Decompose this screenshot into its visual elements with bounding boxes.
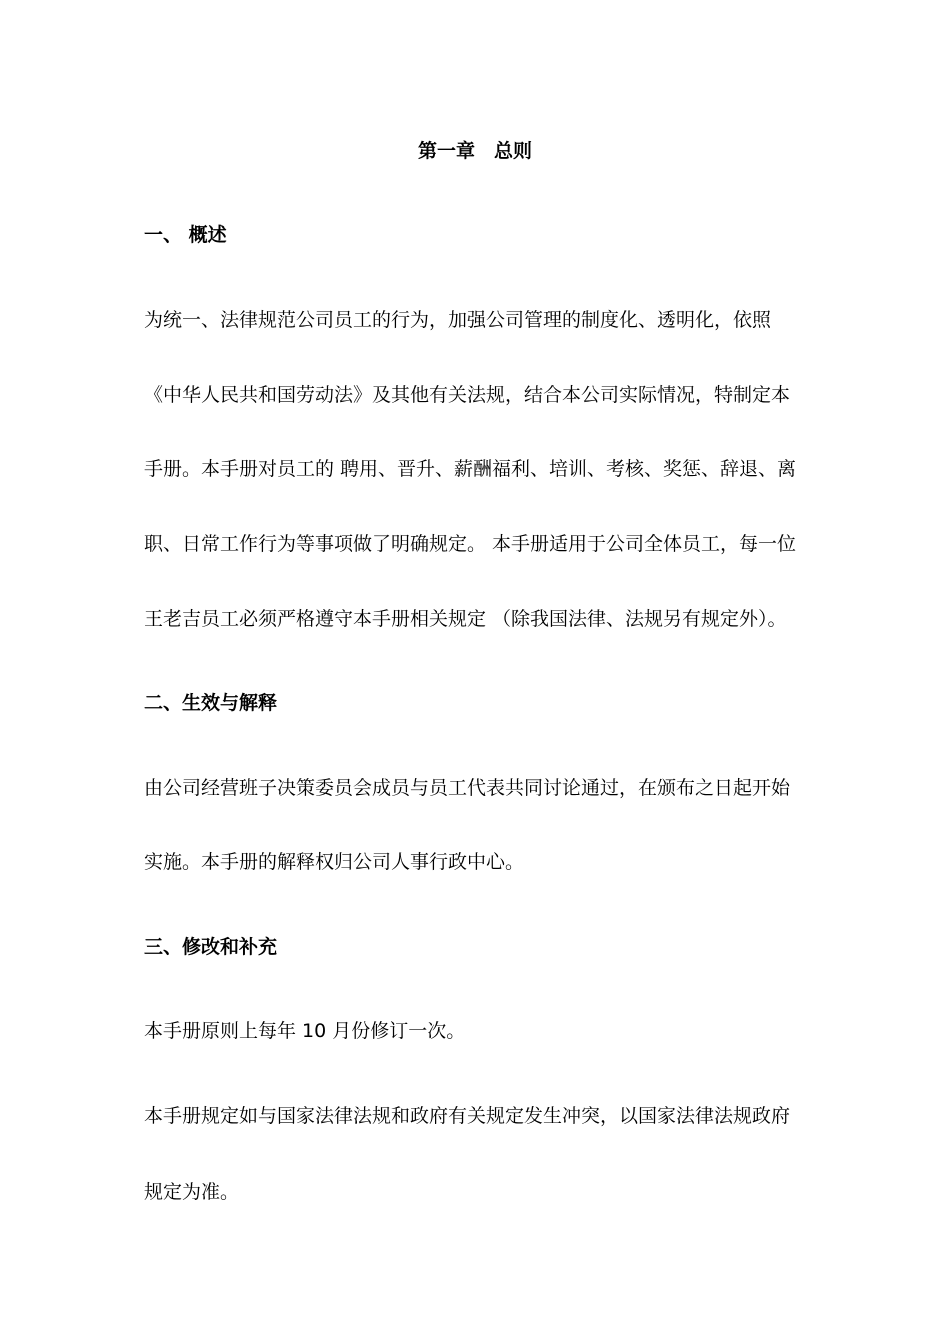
overview-line-1: 为统一、法律规范公司员工的行为，加强公司管理的制度化、透明化，依照	[144, 309, 772, 331]
overview-line-2: 《中华人民共和国劳动法》及其他有关法规，结合本公司实际情况，特制定本	[144, 384, 791, 406]
overview-line-5: 王老吉员工必须严格遵守本手册相关规定 （除我国法律、法规另有规定外）。	[144, 608, 787, 630]
overview-line-3: 手册。本手册对员工的 聘用、晋升、薪酬福利、培训、考核、奖惩、辞退、离	[144, 458, 797, 480]
revision-line-1: 本手册原则上每年 10 月份修订一次。	[144, 1020, 466, 1042]
revision-line-2: 本手册规定如与国家法律法规和政府有关规定发生冲突，以国家法律法规政府	[144, 1105, 791, 1127]
section-heading-overview: 一、 概述	[144, 224, 227, 246]
revision-line-3: 规定为准。	[144, 1181, 240, 1203]
effect-line-1: 由公司经营班子决策委员会成员与员工代表共同讨论通过，在颁布之日起开始	[144, 777, 791, 799]
effect-line-2: 实施。本手册的解释权归公司人事行政中心。	[144, 851, 525, 873]
overview-line-4: 职、日常工作行为等事项做了明确规定。 本手册适用于公司全体员工，每一位	[144, 533, 797, 555]
chapter-title: 第一章 总则	[417, 140, 532, 162]
section-heading-revision: 三、修改和补充	[144, 936, 278, 958]
section-heading-effect: 二、生效与解释	[144, 692, 278, 714]
